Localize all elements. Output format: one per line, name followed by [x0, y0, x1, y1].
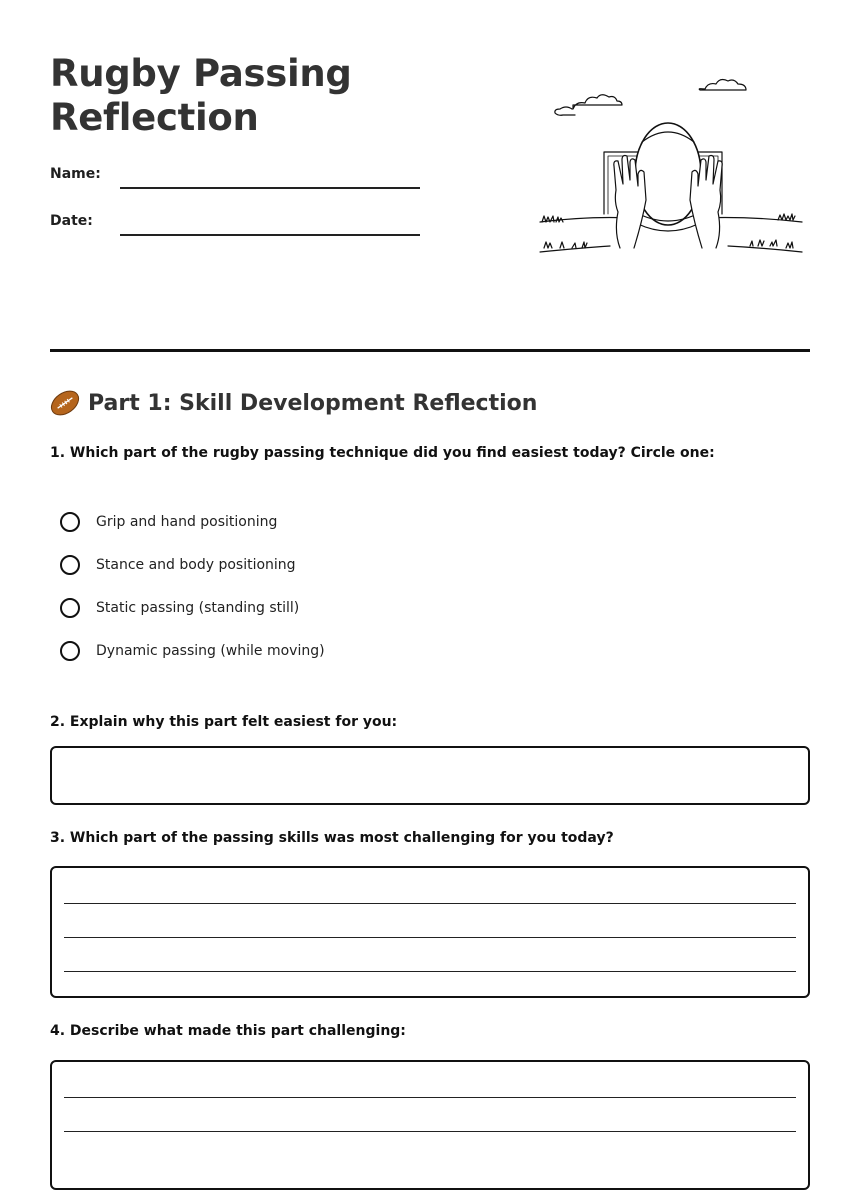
option-static[interactable] — [60, 595, 299, 621]
name-label: Name: — [50, 166, 101, 182]
radio-circle[interactable] — [60, 512, 80, 532]
answer-box-4[interactable] — [50, 1060, 810, 1190]
rugby-ball-icon — [50, 388, 80, 418]
option-dynamic[interactable] — [60, 638, 325, 664]
option-label: Static passing (standing still) — [96, 600, 300, 616]
radio-circle[interactable] — [60, 598, 80, 618]
cloud-icon — [573, 95, 622, 109]
answer-line — [64, 903, 796, 904]
answer-line — [64, 1131, 796, 1132]
section-heading — [50, 388, 537, 418]
section-title: Part 1: Skill Development Reflection — [88, 390, 538, 416]
question-4: 4. Describe what made this part challenging: — [50, 1023, 406, 1039]
section-divider — [50, 349, 810, 352]
question-1: 1. Which part of the rugby passing technique did you find easiest today? Circle one: — [50, 445, 715, 461]
answer-box-2[interactable] — [50, 746, 810, 805]
radio-circle[interactable] — [60, 555, 80, 575]
answer-box-3[interactable] — [50, 866, 810, 998]
question-2: 2. Explain why this part felt easiest for you: — [50, 714, 398, 730]
option-label: Dynamic passing (while moving) — [96, 643, 325, 659]
page-title: Rugby Passing Reflection — [50, 52, 352, 139]
option-stance[interactable] — [60, 552, 296, 578]
rugby-hands-illustration — [530, 62, 810, 262]
radio-circle[interactable] — [60, 641, 80, 661]
date-field[interactable] — [120, 234, 420, 236]
date-label: Date: — [50, 213, 93, 229]
option-grip[interactable] — [60, 509, 277, 535]
cloud-icon — [699, 80, 746, 90]
question-3: 3. Which part of the passing skills was most challenging for you today? — [50, 830, 614, 846]
name-field[interactable] — [120, 187, 420, 189]
answer-line — [64, 971, 796, 972]
answer-line — [64, 1097, 796, 1098]
answer-line — [64, 937, 796, 938]
option-label: Grip and hand positioning — [96, 514, 278, 530]
rugby-ball-icon — [635, 123, 701, 225]
option-label: Stance and body positioning — [96, 557, 296, 573]
